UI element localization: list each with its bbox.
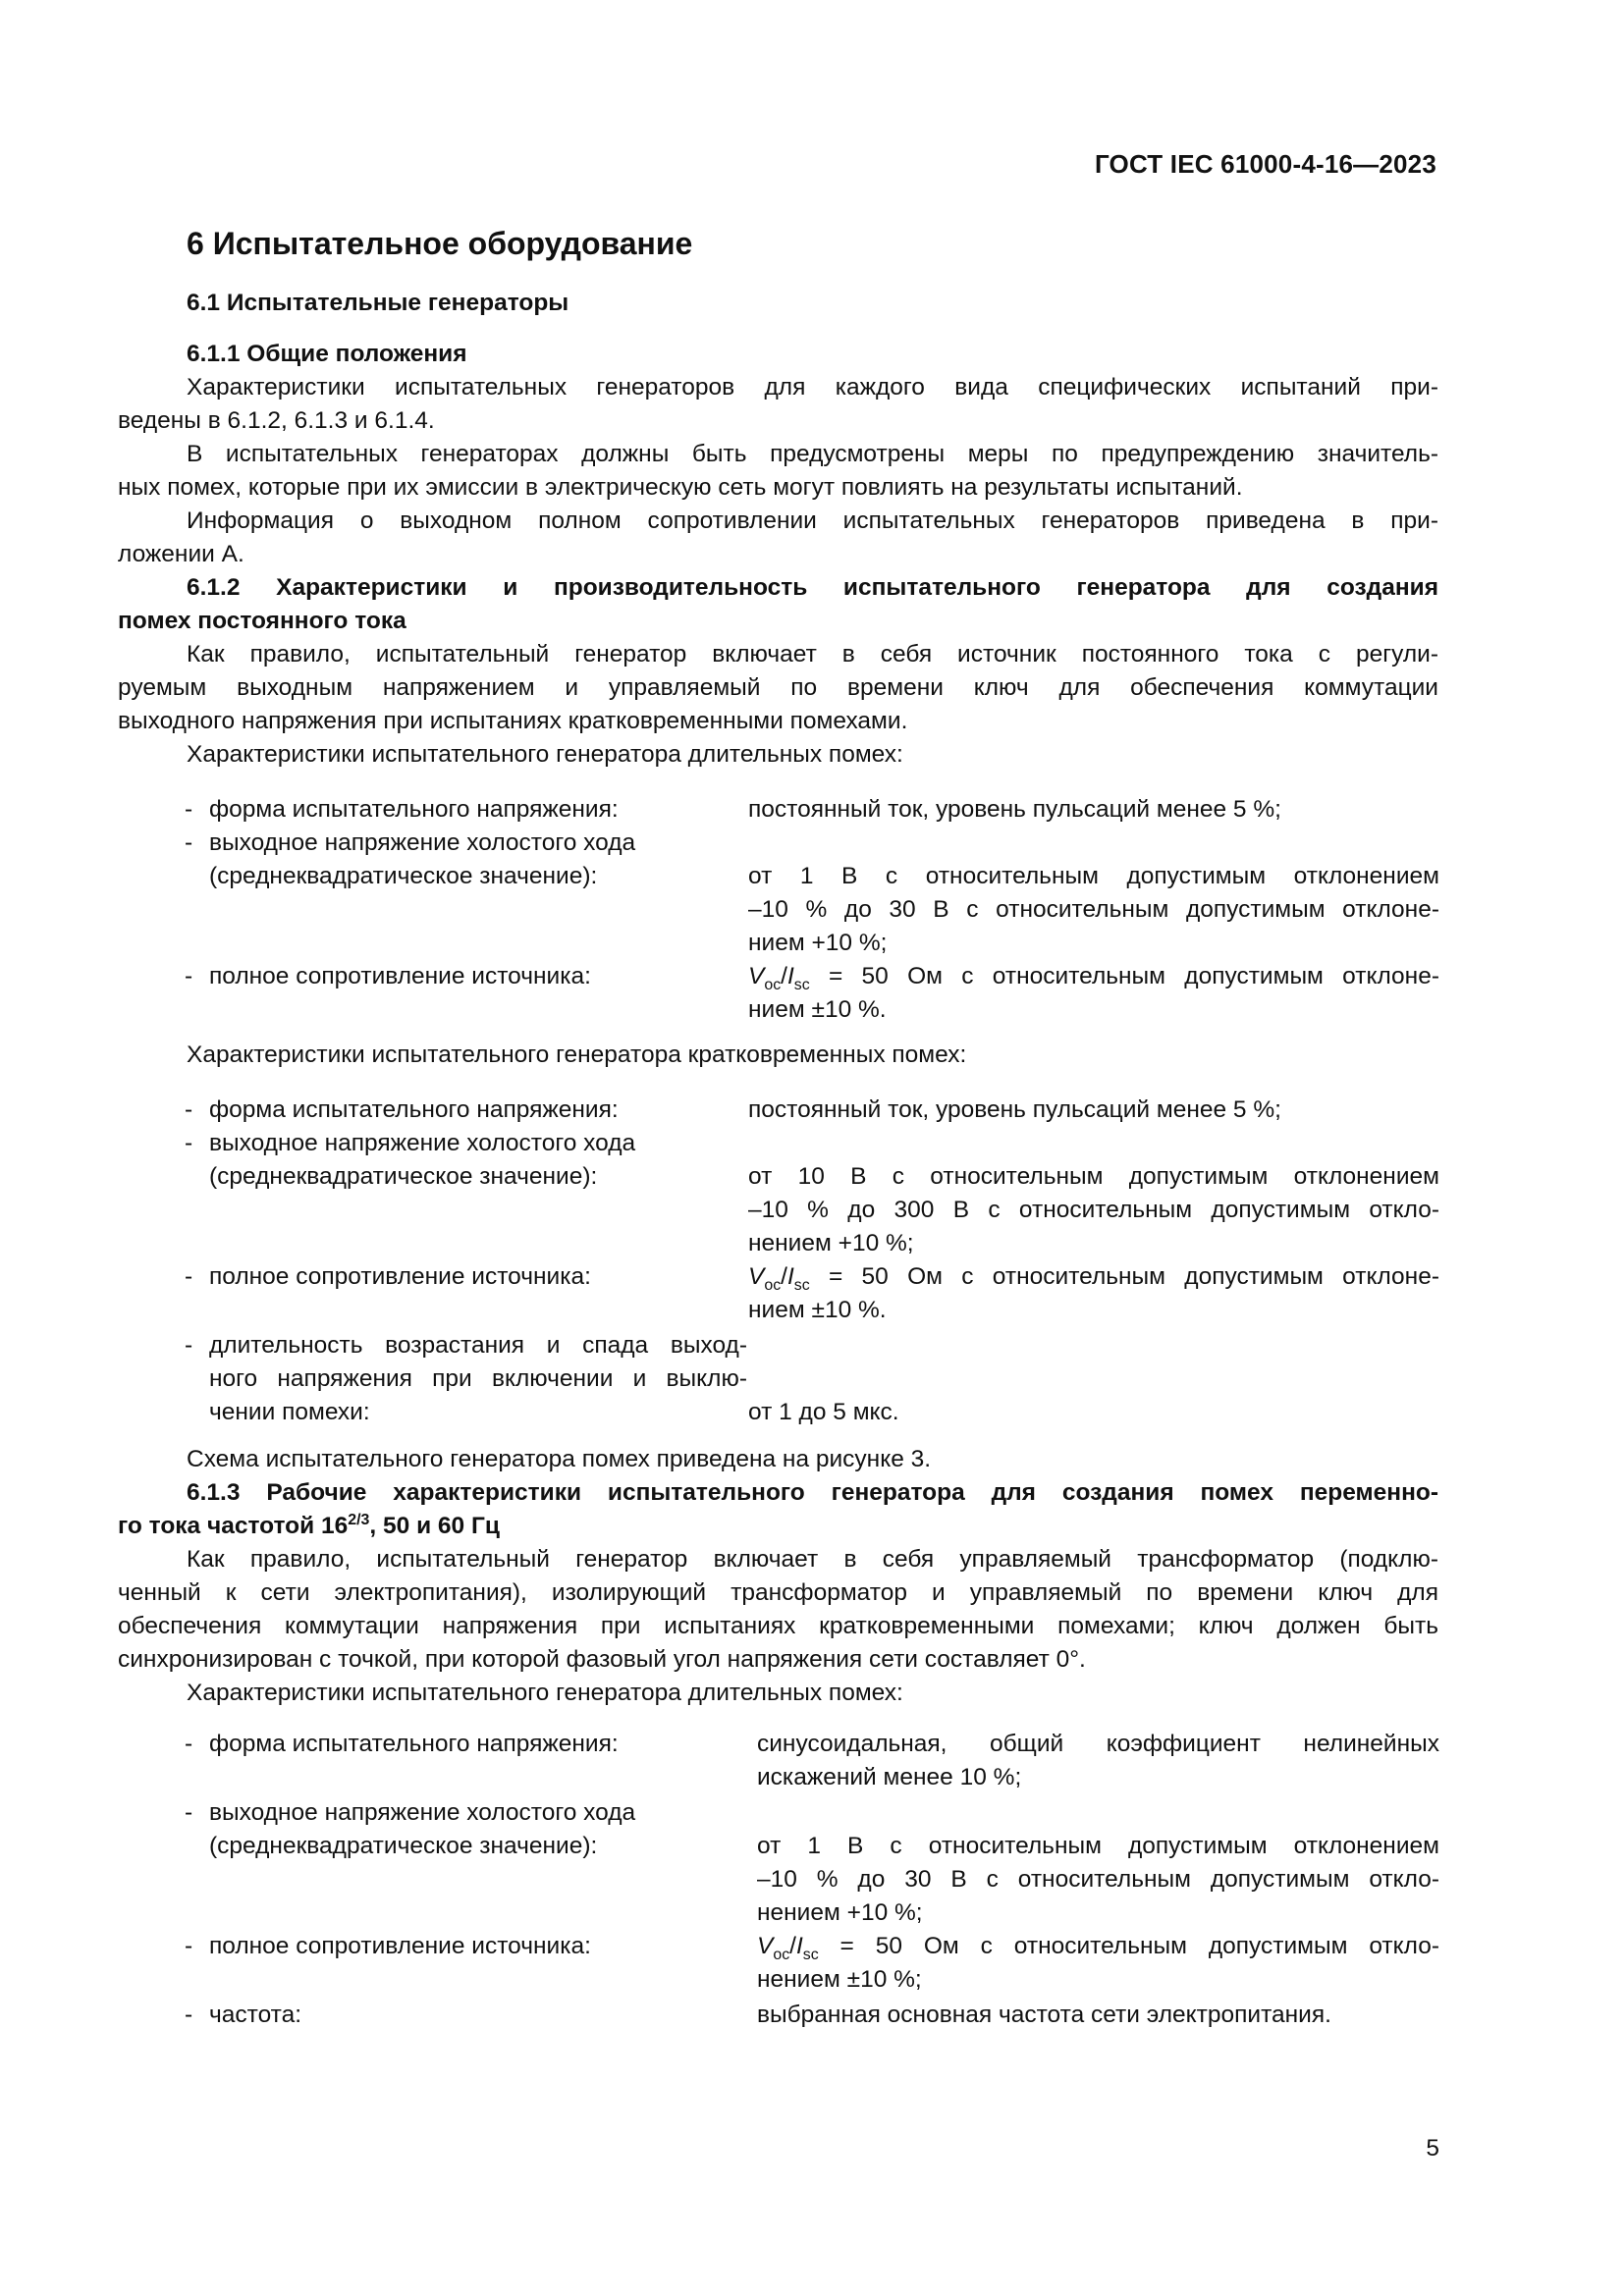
- figure-reference: Схема испытательного генератора помех приведена на рисунке 3.: [187, 1446, 932, 1472]
- list-label: полное сопротивление источника:: [209, 1933, 591, 1959]
- list-value: от 1 до 5 мкс.: [748, 1399, 899, 1425]
- list-label: ного напряжения при включении и выклю-: [209, 1365, 747, 1392]
- list-label: выходное напряжение холостого хода: [209, 1130, 636, 1156]
- list-label: форма испытательного напряжения:: [209, 1731, 619, 1757]
- paragraph-line: ложении А.: [118, 541, 244, 567]
- list-dash: -: [185, 1799, 193, 1826]
- list-value: $V_{oc}/I_{sc} = 50$ Ом с относительным допустимым отклоне-: [748, 963, 1439, 993]
- heading-6-1-2-cont: помех постоянного тока: [118, 608, 406, 634]
- list-value: нием ±10 %.: [748, 1297, 887, 1323]
- list-label: выходное напряжение холостого хода: [209, 1799, 636, 1826]
- list-dash: -: [185, 963, 193, 989]
- heading-6-1-2: 6.1.2 Характеристики и производительность испытательного генератора для создания: [187, 574, 1438, 601]
- list-value: –10 % до 30 В с относительным допустимым откло-: [757, 1866, 1439, 1893]
- list-value: искажений менее 10 %;: [757, 1764, 1022, 1790]
- list-value: нением ±10 %;: [757, 1966, 922, 1993]
- list-value: –10 % до 300 В с относительным допустимым откло-: [748, 1197, 1439, 1223]
- list-label: (среднеквадратическое значение):: [209, 863, 598, 889]
- paragraph-line: ных помех, которые при их эмиссии в электрическую сеть могут повлиять на результаты испытаний.: [118, 474, 1243, 501]
- list-label: (среднеквадратическое значение):: [209, 1833, 598, 1859]
- paragraph-line: Информация о выходном полном сопротивлении испытательных генераторов приведена в при-: [187, 507, 1438, 534]
- list-value: постоянный ток, уровень пульсаций менее 5 %;: [748, 796, 1281, 823]
- list-value: постоянный ток, уровень пульсаций менее 5 %;: [748, 1096, 1281, 1123]
- heading-6-1-3-cont: го тока частотой $16^{2/3}$, 50 и 60 Гц: [118, 1511, 500, 1539]
- list-dash: -: [185, 1332, 193, 1359]
- section-6-1-1: [118, 338, 1438, 772]
- paragraph-line: Как правило, испытательный генератор включает в себя источник постоянного тока с регули-: [187, 641, 1438, 667]
- paragraph-line: выходного напряжения при испытаниях кратковременными помехами.: [118, 708, 908, 734]
- page-number: 5: [1426, 2135, 1439, 2162]
- list-dash: -: [185, 1096, 193, 1123]
- list-label: чении помехи:: [209, 1399, 370, 1425]
- subsection-title: 6.1 Испытательные генераторы: [187, 290, 569, 316]
- list-value: $V_{oc}/I_{sc} = 50$ Ом с относительным допустимым откло-: [757, 1933, 1439, 1963]
- list-label: полное сопротивление источника:: [209, 1263, 591, 1290]
- list-dash: -: [185, 829, 193, 856]
- section-6-1-3: [118, 1443, 1438, 1710]
- paragraph-line: Как правило, испытательный генератор включает в себя управляемый трансформатор (подклю-: [187, 1546, 1438, 1573]
- section-title: 6 Испытательное оборудование: [187, 226, 693, 261]
- paragraph-line: синхронизирован с точкой, при которой фазовый угол напряжения сети составляет 0°.: [118, 1646, 1086, 1673]
- list-value: $V_{oc}/I_{sc} = 50$ Ом с относительным допустимым отклоне-: [748, 1263, 1439, 1294]
- list-dash: -: [185, 1731, 193, 1757]
- paragraph-line: Характеристики испытательных генераторов для каждого вида специфических испытаний при-: [187, 374, 1438, 400]
- list-label: выходное напряжение холостого хода: [209, 829, 636, 856]
- list-value: нением +10 %;: [748, 1230, 914, 1256]
- list-label: (среднеквадратическое значение):: [209, 1163, 598, 1190]
- list-dash: -: [185, 1933, 193, 1959]
- list-value: синусоидальная, общий коэффициент нелинейных: [757, 1731, 1439, 1757]
- list-dash: -: [185, 796, 193, 823]
- paragraph-line: руемым выходным напряжением и управляемый по времени ключ для обеспечения коммутации: [118, 674, 1438, 701]
- paragraph-line: ченный к сети электропитания), изолирующий трансформатор и управляемый по времени ключ для: [118, 1579, 1438, 1606]
- heading-6-1-1: 6.1.1 Общие положения: [187, 341, 467, 367]
- list-value: от 1 В с относительным допустимым отклонением: [748, 863, 1439, 889]
- list-value: от 10 В с относительным допустимым отклонением: [748, 1163, 1439, 1190]
- list-label: длительность возрастания и спада выход-: [209, 1332, 747, 1359]
- list-label: частота:: [209, 2002, 302, 2028]
- list-value: от 1 В с относительным допустимым отклонением: [757, 1833, 1439, 1859]
- paragraph-line: обеспечения коммутации напряжения при испытаниях кратковременными помехами; ключ должен быть: [118, 1613, 1438, 1639]
- short-intro: Характеристики испытательного генератора кратковременных помех:: [187, 1041, 967, 1068]
- list-dash: -: [185, 2002, 193, 2028]
- list-value: выбранная основная частота сети электропитания.: [757, 2002, 1331, 2028]
- paragraph-line: В испытательных генераторах должны быть предусмотрены меры по предупреждению значитель-: [187, 441, 1438, 467]
- heading-6-1-3: 6.1.3 Рабочие характеристики испытательного генератора для создания помех переменно-: [187, 1479, 1438, 1506]
- list-label: форма испытательного напряжения:: [209, 796, 619, 823]
- long-intro: Характеристики испытательного генератора длительных помех:: [187, 1680, 903, 1706]
- list-value: нием ±10 %.: [748, 996, 887, 1023]
- list-label: полное сопротивление источника:: [209, 963, 591, 989]
- list-dash: -: [185, 1263, 193, 1290]
- list-value: –10 % до 30 В с относительным допустимым отклоне-: [748, 896, 1439, 923]
- standard-code: ГОСТ IEC 61000-4-16—2023: [1094, 149, 1436, 179]
- long-intro: Характеристики испытательного генератора длительных помех:: [187, 741, 903, 768]
- list-value: нением +10 %;: [757, 1899, 923, 1926]
- list-label: форма испытательного напряжения:: [209, 1096, 619, 1123]
- list-dash: -: [185, 1130, 193, 1156]
- list-value: нием +10 %;: [748, 930, 888, 956]
- paragraph-line: ведены в 6.1.2, 6.1.3 и 6.1.4.: [118, 407, 435, 434]
